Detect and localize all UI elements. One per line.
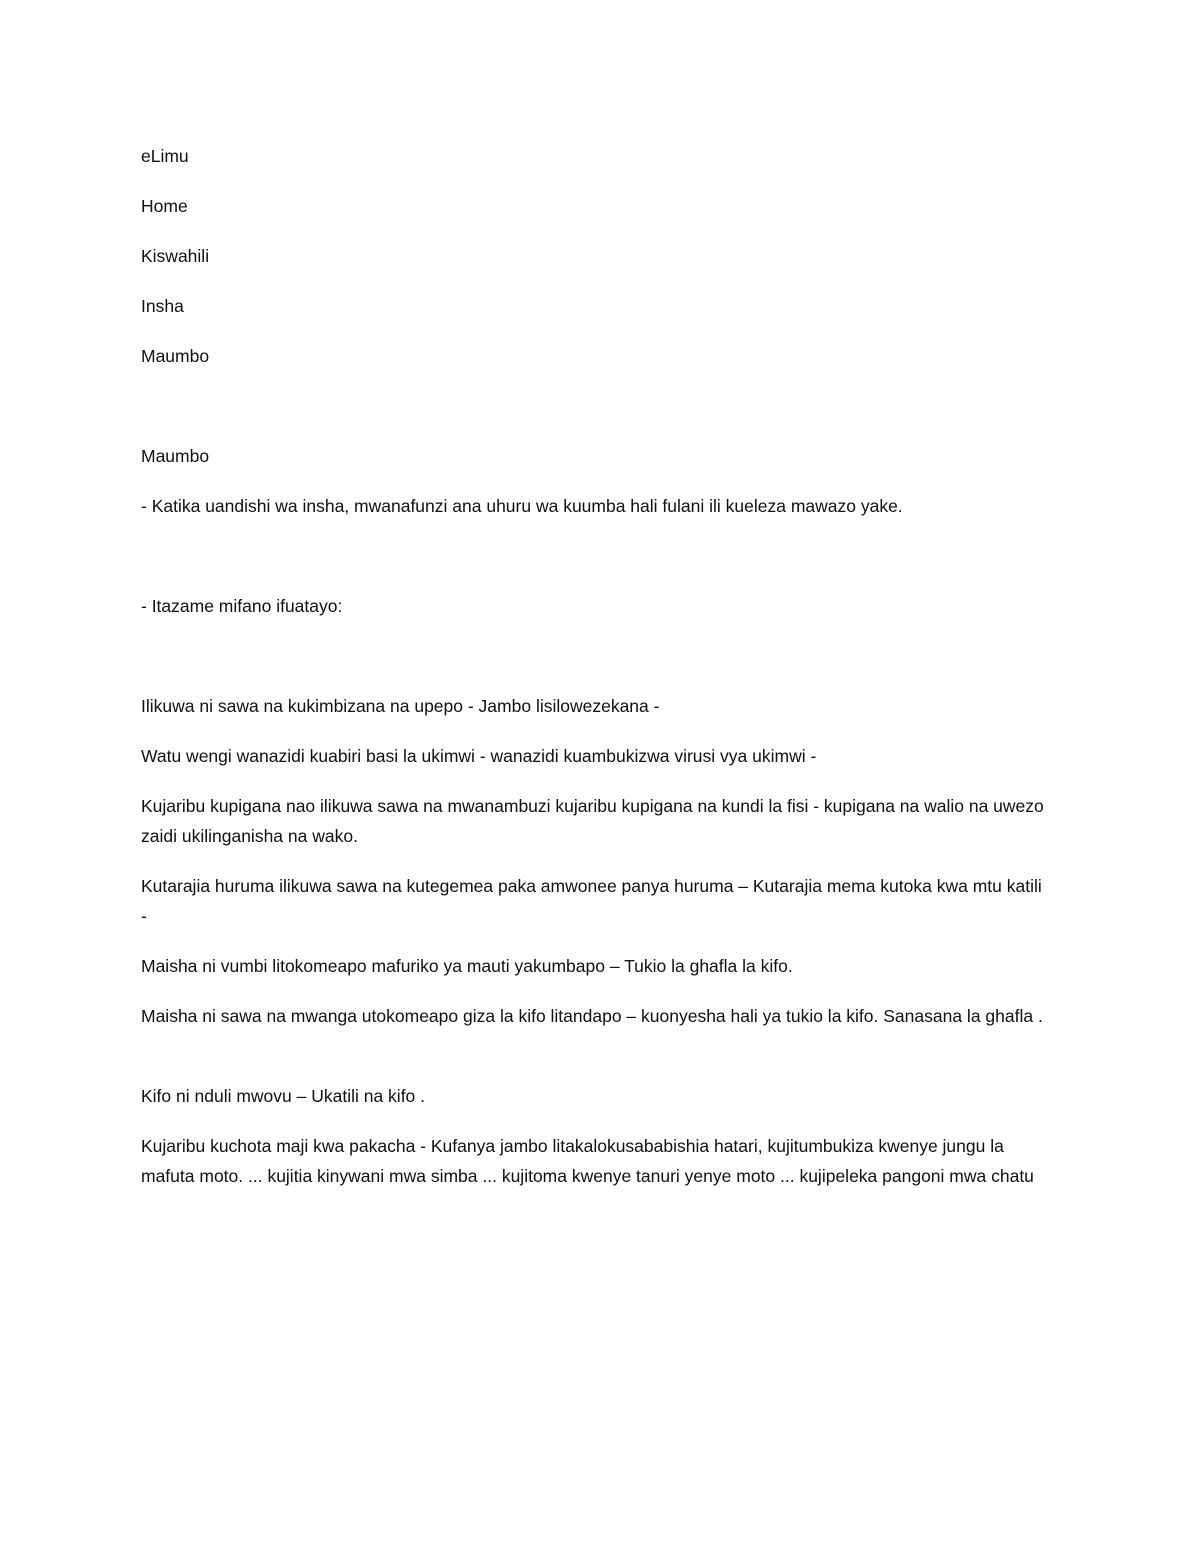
nav-home: Home [141,196,188,216]
example-item: Kujaribu kupigana nao ilikuwa sawa na mwanambuzi kujaribu kupigana na kundi la fisi - kupigana na walio na uwezo zaidi ukilinganisha na wako. [141,796,1044,846]
page-title: Maumbo [141,446,210,466]
example-item: Kifo ni nduli mwovu – Ukatili na kifo . [141,1086,426,1106]
example-item: Ilikuwa ni sawa na kukimbizana na upepo - Jambo lisilowezekana - [141,696,660,716]
example-item: Maisha ni vumbi litokomeapo mafuriko ya mauti yakumbapo – Tukio la ghafla la kifo. [141,956,793,976]
site-name: eLimu [141,146,189,166]
nav-section: Insha [141,296,184,316]
example-item: Kujaribu kuchota maji kwa pakacha - Kufanya jambo litakalokusababishia hatari, kujitumbukiza kwenye jungu la mafuta moto. ... kujitia kinywani mwa simba ... kujitoma kwenye tanuri yenye moto ... kujipeleka pangoni mwa chatu [141,1136,1034,1186]
examples-lead: - Itazame mifano ifuatayo: [141,596,343,616]
intro-paragraph: - Katika uandishi wa insha, mwanafunzi ana uhuru wa kuumba hali fulani ili kueleza mawazo yake. [141,496,903,516]
example-item: Kutarajia huruma ilikuwa sawa na kutegemea paka amwonee panya huruma – Kutarajia mema kutoka kwa mtu katili - [141,876,1042,926]
nav-topic: Maumbo [141,346,210,366]
nav-subject: Kiswahili [141,246,210,266]
example-item: Maisha ni sawa na mwanga utokomeapo giza la kifo litandapo – kuonyesha hali ya tukio la kifo. Sanasana la ghafla . [141,1006,1043,1026]
example-item: Watu wengi wanazidi kuabiri basi la ukimwi - wanazidi kuambukizwa virusi vya ukimwi - [141,746,817,766]
